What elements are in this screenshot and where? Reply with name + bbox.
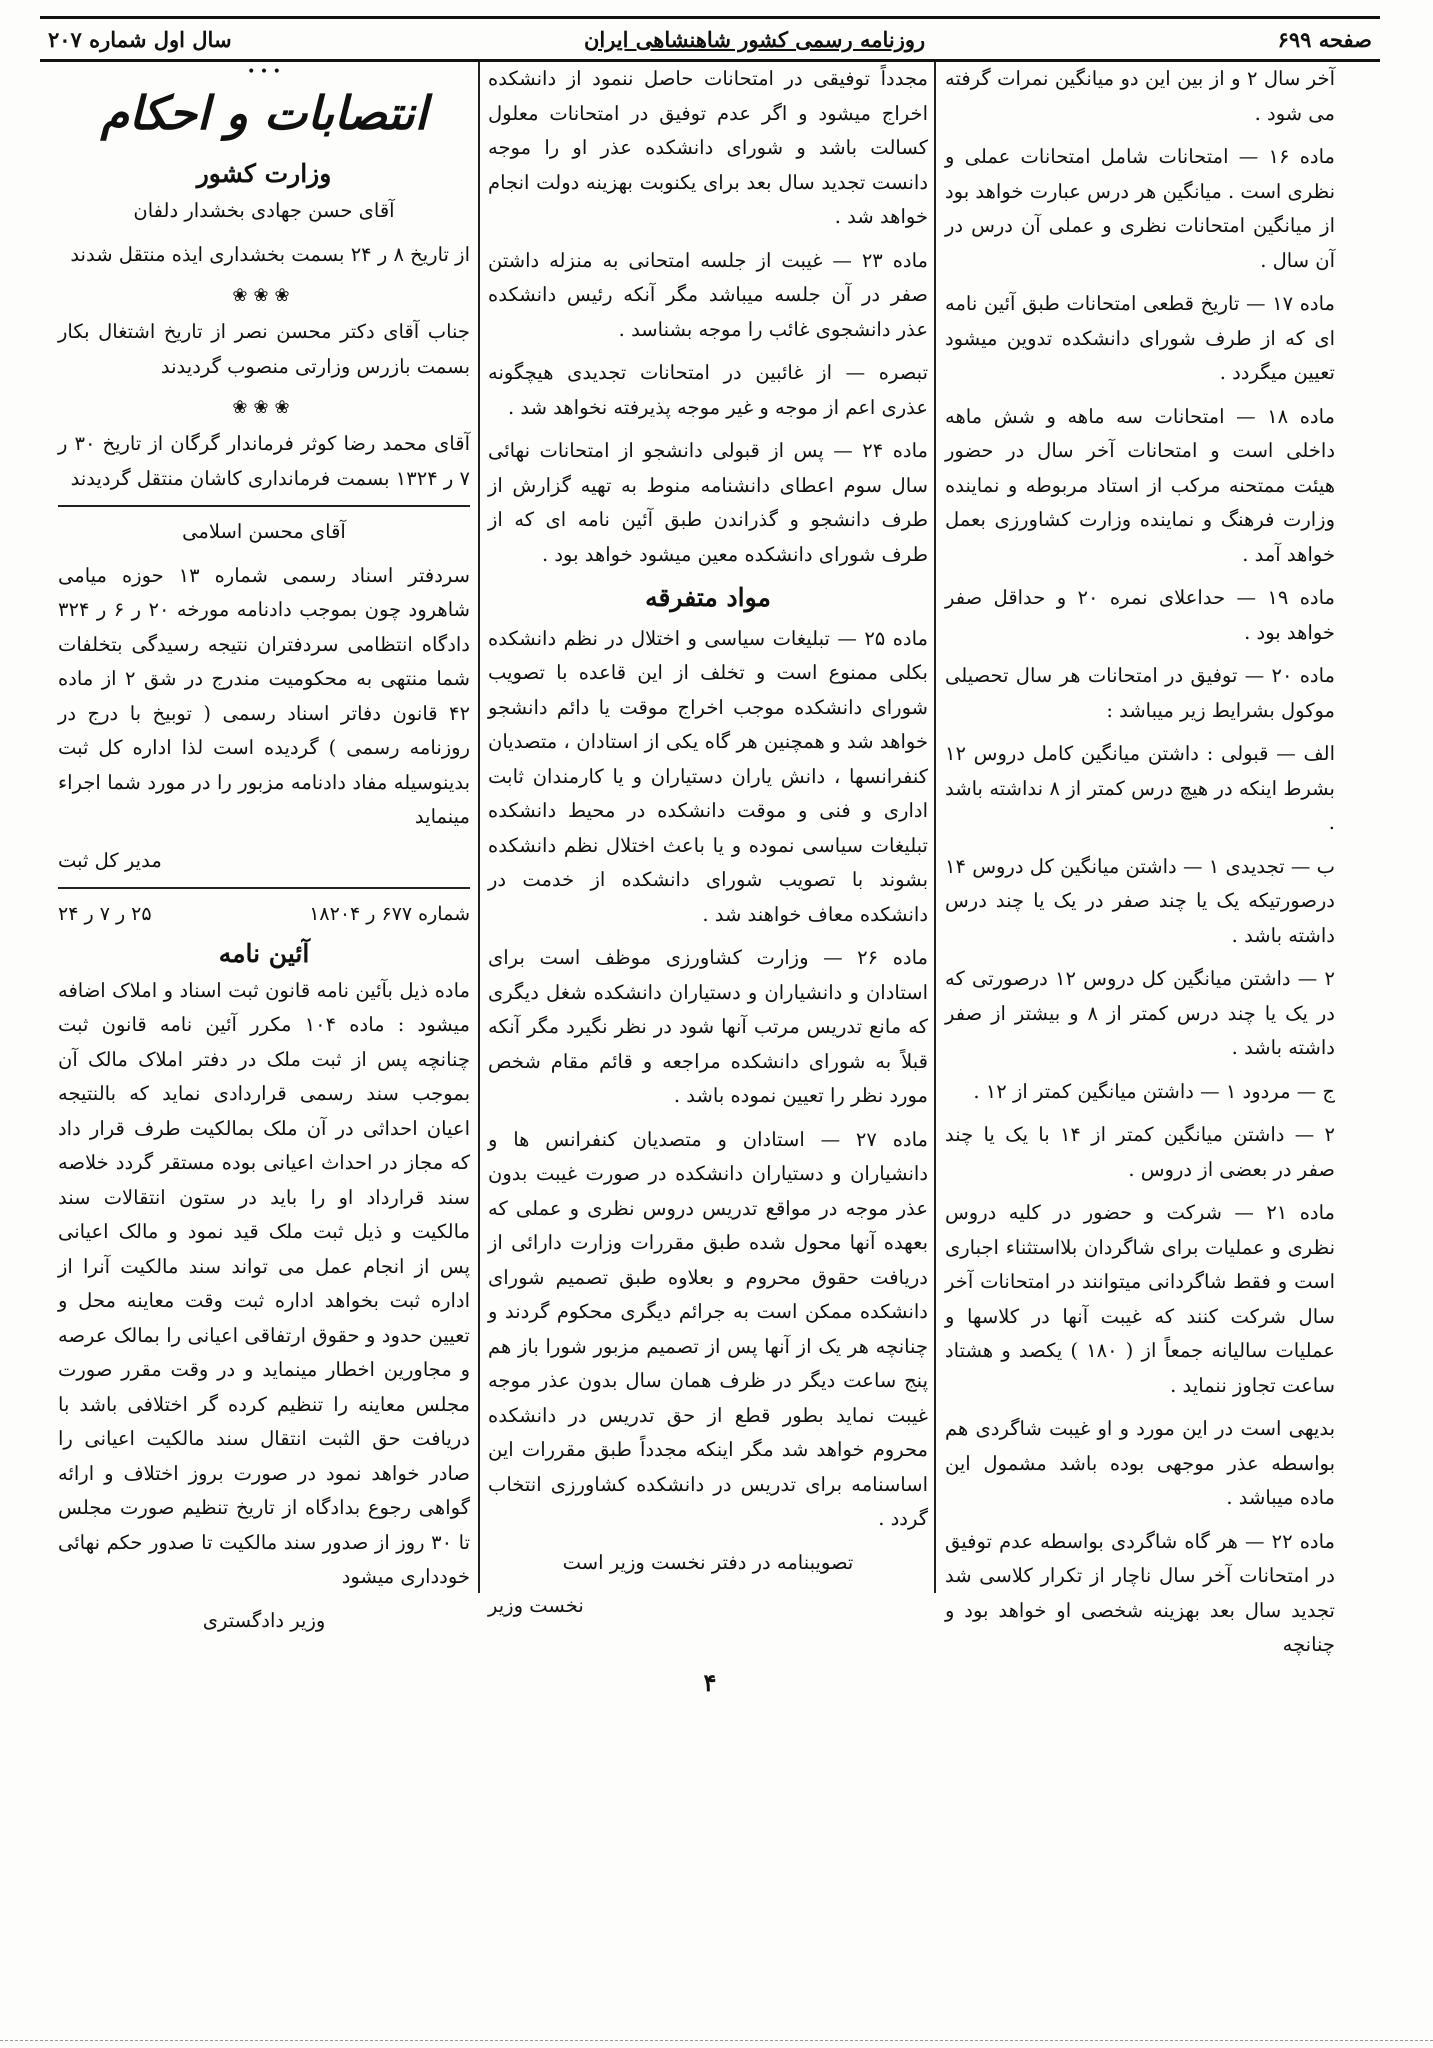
paragraph: ماده ۲۰ — توفیق در امتحانات هر سال تحصیلی موکول بشرایط زیر میباشد :	[945, 664, 1335, 722]
paragraph: ج — مردود ۱ — داشتن میانگین کمتر از ۱۲ .	[973, 1079, 1335, 1103]
signature-prime-minister: نخست وزیر	[488, 1594, 584, 1617]
header-issue: سال اول شماره ۲۰۷	[48, 26, 232, 52]
notice-signature: مدیر کل ثبت	[58, 848, 162, 872]
paragraph: بدیهی است در این مورد و او غیبت شاگردی هم بواسطه عذر موجهی بوده باشد مشمول این ماده میباشد .	[945, 1417, 1335, 1509]
paragraph: ماده ۲۶ — وزارت کشاورزی موظف است برای استادان و دانشیاران و دستیاران دانشکده شغل دیگری که مانع تدریس مرتب آنها شود در نظر نگیرد مگر آنکه قبلاً به شورای دانشکده مراجعه و قائم مقام شخص مورد نظر را تعیین نموده باشد .	[488, 946, 928, 1107]
paragraph: آخر سال ۲ و از بین این دو میانگین نمرات گرفته می شود .	[945, 67, 1336, 125]
paragraph: سردفتر اسناد رسمی شماره ۱۳ حوزه میامی شاهرود چون بموجب دادنامه مورخه ۲۰ ر ۶ ر ۳۲۴ دادگاه انتظامی سردفتران نتیجه رسیدگی بتخلفات شما منتهی به محکومیت مندرج در شق ۲ از ماده ۴۲ قانون دفاتر اسناد رسمی ( توبیخ با درج در روزنامه رسمی ) گردیده است لذا اداره کل ثبت بدینوسیله مفاد دادنامه مزبور را در مورد شما اجراء مینماید	[58, 563, 470, 828]
reference-date: ۲۵ ر ۷ ر ۲۴	[58, 903, 152, 925]
page-edge	[0, 2040, 1433, 2041]
column-left	[58, 62, 470, 1632]
appointee-name: آقای حسن جهادی بخشدار دلفان	[133, 199, 395, 222]
paragraph: ماده ۲۲ — هر گاه شاگردی بواسطه عدم توفیق در امتحانات آخر سال ناچار از تکرار کلاسی شد تجدید سال بعد بهزینه شخصی او خواهد بود و چنانچه	[945, 1529, 1335, 1656]
paragraph: ۲ — داشتن میانگین کل دروس ۱۲ درصورتی که در یک یا چند درس کمتر از ۸ و بیشتر از صفر داشته باشد .	[945, 967, 1335, 1059]
paragraph: مجدداً توفیقی در امتحانات حاصل ننمود از دانشکده اخراج میشود و اگر عدم توفیق در امتحانات معلول کسالت باشد و شورای دانشکده عذر او را موجه دانست تجدید سال بعد برای یکنوبت بهزینه دولت انجام خواهد شد .	[488, 67, 928, 228]
divider	[58, 887, 470, 889]
ministry-heading: وزارت کشور	[196, 159, 332, 188]
paragraph: آقای محمد رضا کوثر فرماندار گرگان از تاریخ ۳۰ ر ۷ ر ۱۳۲۴ بسمت فرمانداری کاشان منتقل گردیدند	[58, 432, 470, 490]
column-divider	[934, 62, 936, 1593]
paragraph: ماده ۲۱ — شرکت و حضور در کلیه دروس نظری و عملیات برای شاگردان بلااستثناء اجباری است و فقط شاگردانی میتوانند در امتحانات آخر سال شرکت کنند که غیبت آنها در کلاسها و عملیات سالیانه جمعاً از ( ۱۸۰ ) یکصد و هشتاد ساعت تجاوز ننماید .	[945, 1201, 1335, 1397]
divider	[58, 505, 470, 507]
paragraph: ماده ۲۷ — استادان و متصدیان کنفرانس ها و دانشیاران و دستیاران دانشکده در صورت غیبت بدون عذر موجه در مواقع تدریس دروس نظری و عملی که بعهده آنها محول شده طبق مقررات وزارت دارائی از دریافت حقوق محروم و بعلاوه طبق تصمیم شورای دانشکده ممکن است به جرائم دیگری محکوم گردند و چنانچه هر یک از آنها پس از تصمیم مزبور شورا باز هم پنج ساعت دیگر در ظرف همان سال بدون عذر موجه غیبت نماید بطور قطع از حق تدریس در دانشکده محروم خواهد شد مگر اینکه مجدداً طبق مقررات این اساسنامه برای تدریس در دانشکده کشاورزی انتخاب گردد .	[488, 1127, 928, 1530]
paragraph: از تاریخ ۸ ر ۲۴ بسمت بخشداری ایذه منتقل شدند	[70, 242, 470, 266]
column-right	[945, 62, 1336, 1656]
page-header	[40, 16, 1380, 62]
paragraph: جناب آقای دکتر محسن نصر از تاریخ اشتغال بکار بسمت بازرس وزارتی منصوب گردیدند	[58, 320, 470, 378]
paragraph: ماده ۱۶ — امتحانات شامل امتحانات عملی و نظری است . میانگین هر درس عبارت خواهد بود از میانگین امتحانات نظری و عملی آن درس در آن سال .	[945, 145, 1335, 272]
header-title: روزنامه رسمی کشور شاهنشاهی ایران	[583, 26, 926, 52]
separator-stars: ❀❀❀	[232, 285, 296, 306]
column-divider	[478, 62, 480, 1593]
decree-note: تصویبنامه در دفتر نخست وزیر است	[562, 1550, 854, 1574]
paragraph: الف — قبولی : داشتن میانگین کامل دروس ۱۲ بشرط اینکه در هیچ درس کمتر از ۸ نداشته باشد .	[945, 742, 1335, 834]
paragraph: ماده ۱۷ — تاریخ قطعی امتحانات طبق آئین نامه ای که از طرف شورای دانشکده تدوین میشود تعیین میگردد .	[945, 292, 1335, 384]
separator-stars: ❀❀❀	[232, 397, 296, 418]
notice-name: آقای محسن اسلامی	[182, 520, 346, 543]
paragraph: ماده ۲۳ — غیبت از جلسه امتحانی به منزله داشتن صفر در آن جلسه میباشد مگر آنکه رئیس دانشکده عذر دانشجوی غائب را موجه بشناسد .	[488, 248, 928, 341]
reference-number: شماره ۶۷۷ ر ۱۸۲۰۴	[309, 903, 470, 925]
header-page-number: صفحه ۶۹۹	[1277, 26, 1372, 52]
section-heading-misc: مواد متفرقه	[645, 583, 771, 612]
paragraph: ماده ۲۴ — پس از قبولی دانشجو از امتحانات نهائی سال سوم اعطای دانشنامه منوط به تهیه گزارش از طرف دانشجو و گذراندن طبق آئین نامه ای که از طرف شورای دانشکده معین میشود خواهد بود .	[488, 439, 928, 566]
paragraph: ۲ — داشتن میانگین کمتر از ۱۴ با یک یا چند صفر در بعضی از دروس .	[945, 1123, 1335, 1181]
paragraph: ماده ۱۹ — حداعلای نمره ۲۰ و حداقل صفر خواهد بود .	[945, 586, 1335, 644]
column-middle	[488, 62, 928, 1617]
paragraph: ب — تجدیدی ۱ — داشتن میانگین کل دروس ۱۴ درصورتیکه یک یا چند صفر در یک یا چند درس داشته باشد .	[945, 854, 1335, 947]
regulation-heading: آئین نامه	[218, 938, 310, 968]
reference-line	[58, 897, 470, 932]
paragraph: تبصره — از غائبین در امتحانات تجدیدی هیچگونه عذری اعم از موجه و غیر موجه پذیرفته نخواهد شد .	[488, 361, 928, 419]
section-title: انتصابات و احکام	[100, 86, 428, 140]
paragraph: ماده ۲۵ — تبلیغات سیاسی و اختلال در نظم دانشکده بکلی ممنوع است و تخلف از این قاعده با تصویب شورای دانشکده موجب اخراج موقت یا دائم دانشجو خواهد شد و همچنین هر گاه یکی از استادان ، متصدیان کنفرانسها ، دانش یاران دستیاران و یا کارمندان ثابت اداری و فنی و موقت دانشکده در محیط دانشکده تبلیغات سیاسی نموده و یا باعث اختلال نظم دانشکده بشوند با تصویب شورای دانشکده از خدمت در دانشکده معاف خواهند شد .	[488, 626, 928, 926]
ornament-dots: • • •	[247, 64, 281, 80]
page-number: ۴	[703, 1668, 717, 1697]
signature-minister-justice: وزیر دادگستری	[202, 1608, 326, 1632]
paragraph: ماده ۱۸ — امتحانات سه ماهه و شش ماهه داخلی است و امتحانات آخر سال در حضور هیئت ممتحنه مرکب از استاد مربوطه و نماینده وزارت فرهنگ و نماینده وزارت کشاورزی بعمل خواهد آمد .	[945, 404, 1335, 566]
paragraph: ماده ذیل بآئین نامه قانون ثبت اسناد و املاک اضافه میشود : ماده ۱۰۴ مکرر آئین نامه قانون ثبت چنانچه پس از ثبت ملک در دفتر املاک مالک آن بموجب سند رسمی قراردادی نماید که بالنتیجه اعیان احداثی در آن ملک بمالکیت طرف قرار داد که مجاز در احداث اعیانی بوده مستقر گردد خلاصه سند قرارداد او را باید در ستون انتقالات سند مالکیت و ذیل ثبت ملک قید نمود و مالک اعیانی پس از انجام عمل می تواند سند مالکیت آنرا از اداره ثبت بخواهد اداره ثبت وقت معاینه محل و تعیین حدود و حقوق ارتفاقی اعیانی را بمالک عرصه و مجاورین اخطار مینماید و در وقت مقرر صورت مجلس معاینه را تنظیم کرده گر اختلافی باشد با دریافت حق الثبت انتقال سند مالکیت اعیانی را صادر خواهد نمود در صورت بروز اختلاف و ارائه گواهی رجوع بدادگاه از تاریخ تنظیم صورت مجلس تا ۳۰ روز از صدور سند مالکیت تا صدور حکم نهائی خودداری میشود	[58, 978, 470, 1588]
